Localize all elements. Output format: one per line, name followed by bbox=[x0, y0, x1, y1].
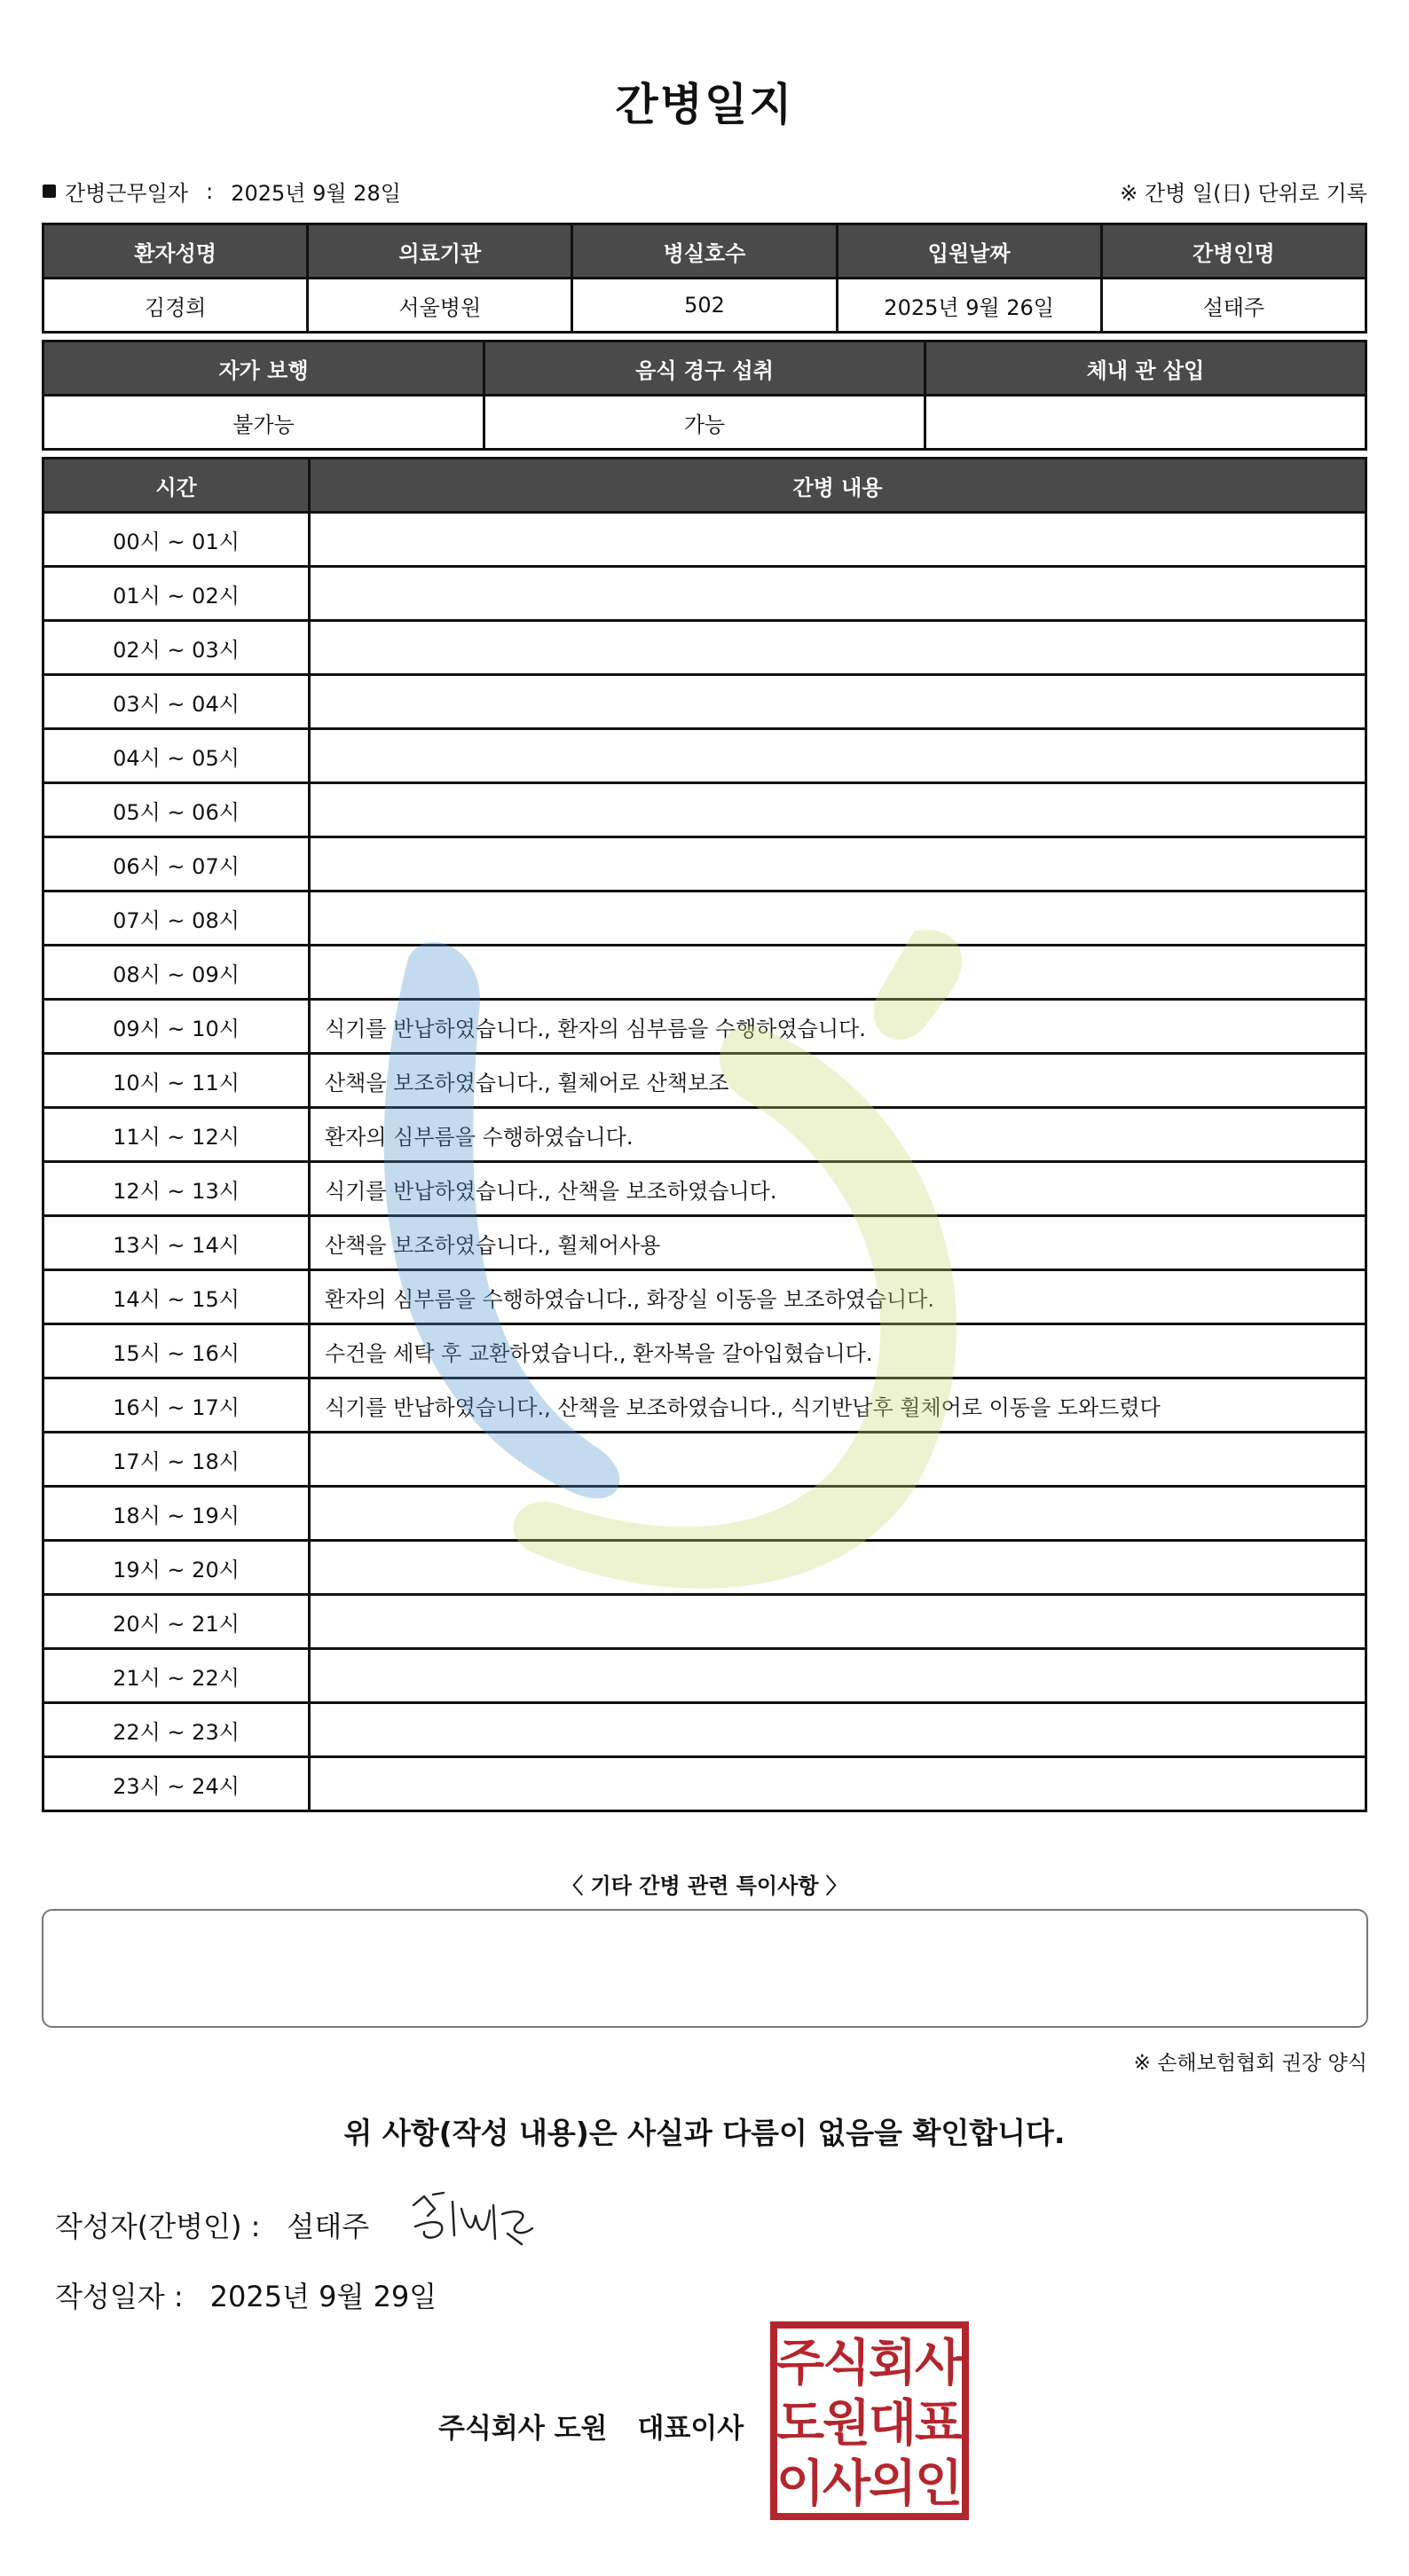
care-content-cell bbox=[310, 946, 1366, 1000]
seal-character: 사 bbox=[822, 2455, 871, 2513]
care-content-cell bbox=[310, 1433, 1366, 1487]
care-content-cell: 환자의 심부름을 수행하였습니다. bbox=[310, 1108, 1366, 1162]
company-representative: 대표이사 bbox=[637, 2413, 744, 2445]
header-room: 병실호수 bbox=[572, 224, 837, 279]
time-cell: 08시 ~ 09시 bbox=[43, 946, 310, 1000]
table-row bbox=[43, 1649, 1366, 1703]
time-cell: 07시 ~ 08시 bbox=[43, 891, 310, 946]
table-row bbox=[43, 946, 1366, 1000]
care-content-cell bbox=[310, 621, 1366, 675]
seal-character: 원 bbox=[822, 2395, 871, 2453]
table-row bbox=[43, 1433, 1366, 1487]
time-cell: 20시 ~ 21시 bbox=[43, 1595, 310, 1649]
table-row bbox=[43, 567, 1366, 621]
table-row bbox=[43, 891, 1366, 946]
patient-status-table bbox=[42, 340, 1367, 451]
care-content-cell: 산책을 보조하였습니다., 휠체어사용 bbox=[310, 1216, 1366, 1270]
time-cell: 23시 ~ 24시 bbox=[43, 1757, 310, 1811]
writer-label: 작성자(간병인) : bbox=[55, 2210, 261, 2243]
care-content-cell bbox=[310, 891, 1366, 946]
bullet-square-icon bbox=[43, 185, 56, 198]
table-row bbox=[43, 1541, 1366, 1595]
time-cell: 14시 ~ 15시 bbox=[43, 1270, 310, 1324]
table-row bbox=[43, 1703, 1366, 1757]
writer-row bbox=[55, 2204, 369, 2245]
header-time: 시간 bbox=[43, 459, 310, 513]
seal-character: 주 bbox=[775, 2335, 825, 2392]
time-cell: 19시 ~ 20시 bbox=[43, 1541, 310, 1595]
company-seal-stamp bbox=[770, 2321, 969, 2520]
caregiver-name: 설태주 bbox=[1101, 279, 1366, 333]
seal-character: 대 bbox=[868, 2395, 917, 2453]
header-oral-intake: 음식 경구 섭취 bbox=[484, 342, 925, 396]
room-number: 502 bbox=[572, 279, 837, 333]
table-row bbox=[43, 1487, 1366, 1541]
care-content-cell bbox=[310, 783, 1366, 837]
time-cell: 04시 ~ 05시 bbox=[43, 729, 310, 783]
care-content-cell bbox=[310, 567, 1366, 621]
table-row bbox=[43, 729, 1366, 783]
work-date-value: 2025년 9월 28일 bbox=[231, 181, 401, 206]
care-log-table bbox=[42, 457, 1367, 1812]
seal-character: 표 bbox=[914, 2395, 964, 2453]
write-date-label: 작성일자 : bbox=[55, 2280, 184, 2313]
time-cell: 22시 ~ 23시 bbox=[43, 1703, 310, 1757]
care-content-cell bbox=[310, 513, 1366, 567]
special-notes-title: 〈 기타 간병 관련 특이사항 〉 bbox=[562, 1873, 847, 1898]
care-content-cell bbox=[310, 1757, 1366, 1811]
care-content-cell bbox=[310, 1649, 1366, 1703]
care-content-cell bbox=[310, 729, 1366, 783]
care-content-cell bbox=[310, 1487, 1366, 1541]
table-row bbox=[43, 513, 1366, 567]
special-notes-box bbox=[42, 1909, 1368, 2028]
company-name: 주식회사 도원 bbox=[438, 2413, 608, 2445]
patient-name: 김경희 bbox=[43, 279, 308, 333]
care-content-cell: 식기를 반납하였습니다., 산책을 보조하였습니다. bbox=[310, 1162, 1366, 1216]
care-content-cell: 산책을 보조하였습니다., 휠체어로 산책보조 bbox=[310, 1054, 1366, 1108]
header-admission-date: 입원날짜 bbox=[837, 224, 1101, 279]
table-row bbox=[43, 1270, 1366, 1324]
work-date-colon: : bbox=[206, 178, 214, 204]
seal-character: 인 bbox=[914, 2455, 964, 2513]
table-row bbox=[43, 1162, 1366, 1216]
time-cell: 01시 ~ 02시 bbox=[43, 567, 310, 621]
writer-signature bbox=[398, 2189, 539, 2251]
time-cell: 00시 ~ 01시 bbox=[43, 513, 310, 567]
care-content-cell bbox=[310, 1595, 1366, 1649]
table-row bbox=[43, 1216, 1366, 1270]
time-cell: 18시 ~ 19시 bbox=[43, 1487, 310, 1541]
time-cell: 16시 ~ 17시 bbox=[43, 1378, 310, 1433]
care-log-body bbox=[43, 513, 1366, 1811]
table-row bbox=[43, 1757, 1366, 1811]
table-row bbox=[43, 675, 1366, 729]
tube-insertion-value bbox=[925, 396, 1366, 450]
table-row bbox=[43, 1054, 1366, 1108]
care-content-cell bbox=[310, 837, 1366, 891]
hospital-name: 서울병원 bbox=[308, 279, 572, 333]
time-cell: 10시 ~ 11시 bbox=[43, 1054, 310, 1108]
writer-name: 설태주 bbox=[287, 2210, 370, 2243]
care-content-cell: 식기를 반납하였습니다., 산책을 보조하였습니다., 식기반납후 휠체어로 이동을 도와드렸다 bbox=[310, 1378, 1366, 1433]
time-cell: 21시 ~ 22시 bbox=[43, 1649, 310, 1703]
table-row bbox=[43, 1324, 1366, 1378]
time-cell: 15시 ~ 16시 bbox=[43, 1324, 310, 1378]
time-cell: 11시 ~ 12시 bbox=[43, 1108, 310, 1162]
table-row bbox=[43, 837, 1366, 891]
admission-date: 2025년 9월 26일 bbox=[837, 279, 1101, 333]
header-tube-insertion: 체내 관 삽입 bbox=[925, 342, 1366, 396]
work-date-label: 간병근무일자 bbox=[65, 181, 189, 206]
write-date-row bbox=[55, 2274, 437, 2315]
self-walking-value: 불가능 bbox=[43, 396, 484, 450]
time-cell: 02시 ~ 03시 bbox=[43, 621, 310, 675]
seal-character: 회 bbox=[868, 2335, 917, 2392]
care-content-cell bbox=[310, 1541, 1366, 1595]
table-row bbox=[43, 1378, 1366, 1433]
table-row bbox=[43, 1108, 1366, 1162]
company-row bbox=[438, 2406, 744, 2446]
unit-note: ※ 간병 일(日) 단위로 기록 bbox=[1120, 181, 1367, 206]
header-caregiver: 간병인명 bbox=[1101, 224, 1366, 279]
table-row bbox=[43, 1000, 1366, 1054]
table-row bbox=[43, 1595, 1366, 1649]
table-row bbox=[43, 621, 1366, 675]
time-cell: 06시 ~ 07시 bbox=[43, 837, 310, 891]
header-hospital: 의료기관 bbox=[308, 224, 572, 279]
time-cell: 03시 ~ 04시 bbox=[43, 675, 310, 729]
time-cell: 05시 ~ 06시 bbox=[43, 783, 310, 837]
write-date-value: 2025년 9월 29일 bbox=[209, 2280, 437, 2313]
table-row bbox=[43, 783, 1366, 837]
confirmation-statement: 위 사항(작성 내용)은 사실과 다름이 없음을 확인합니다. bbox=[343, 2116, 1066, 2150]
seal-character: 이 bbox=[775, 2455, 825, 2513]
care-content-cell: 환자의 심부름을 수행하였습니다., 화장실 이동을 보조하였습니다. bbox=[310, 1270, 1366, 1324]
oral-intake-value: 가능 bbox=[484, 396, 925, 450]
header-self-walking: 자가 보행 bbox=[43, 342, 484, 396]
care-content-cell: 수건을 세탁 후 교환하였습니다., 환자복을 갈아입혔습니다. bbox=[310, 1324, 1366, 1378]
header-care-content: 간병 내용 bbox=[310, 459, 1366, 513]
time-cell: 12시 ~ 13시 bbox=[43, 1162, 310, 1216]
time-cell: 09시 ~ 10시 bbox=[43, 1000, 310, 1054]
time-cell: 17시 ~ 18시 bbox=[43, 1433, 310, 1487]
recommend-note: ※ 손해보험협회 권장 양식 bbox=[1133, 2052, 1367, 2075]
header-patient-name: 환자성명 bbox=[43, 224, 308, 279]
care-content-cell bbox=[310, 1703, 1366, 1757]
patient-info-table bbox=[42, 223, 1367, 334]
seal-character: 의 bbox=[868, 2455, 917, 2513]
care-content-cell: 식기를 반납하였습니다., 환자의 심부름을 수행하였습니다. bbox=[310, 1000, 1366, 1054]
time-cell: 13시 ~ 14시 bbox=[43, 1216, 310, 1270]
work-date-row bbox=[43, 176, 401, 207]
seal-character: 도 bbox=[775, 2395, 825, 2453]
document-title: 간병일지 bbox=[615, 79, 794, 130]
seal-character: 사 bbox=[914, 2335, 964, 2392]
care-content-cell bbox=[310, 675, 1366, 729]
seal-character: 식 bbox=[822, 2335, 871, 2392]
